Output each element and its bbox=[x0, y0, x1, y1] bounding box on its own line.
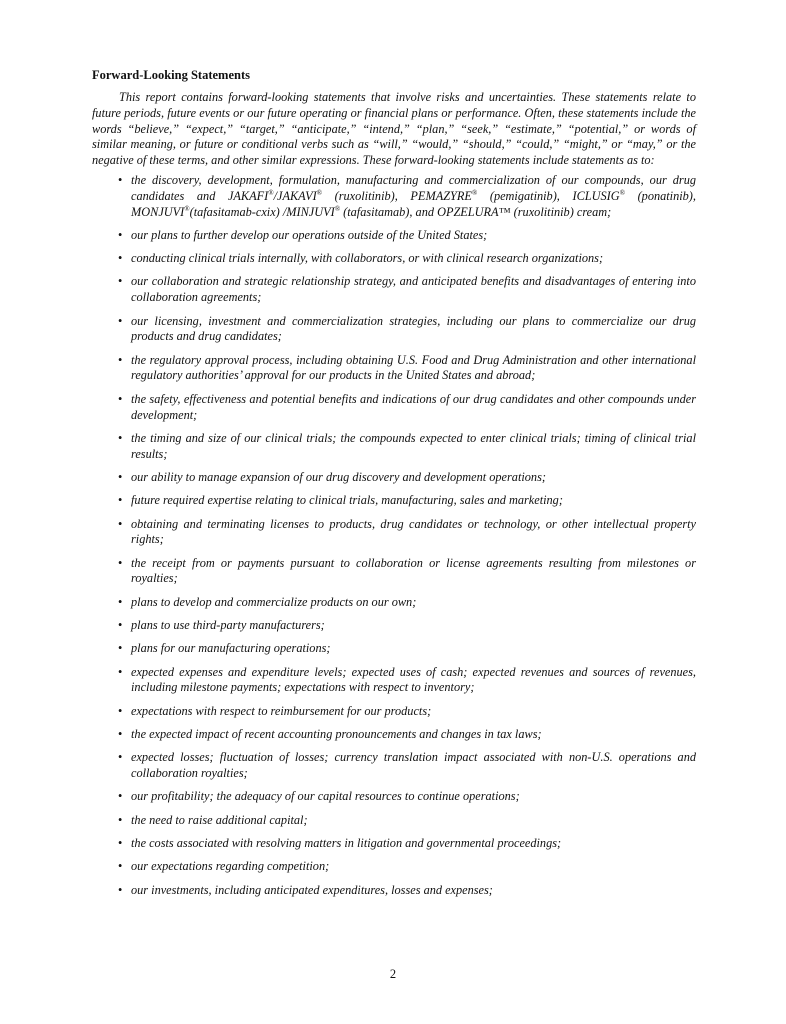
list-item-text: the costs associated with resolving matters in litigation and governmental proceedings; bbox=[131, 835, 562, 850]
list-item-text: the regulatory approval process, including obtaining U.S. Food and Drug Administration and other international regulatory authorities’ approval for our products in the United States and abroad; bbox=[131, 352, 696, 383]
bullet-icon: • bbox=[118, 172, 123, 187]
list-item-text: the expected impact of recent accounting pronouncements and changes in tax laws; bbox=[131, 727, 542, 741]
bullet-icon: • bbox=[118, 594, 123, 609]
list-item-text: obtaining and terminating licenses to products, drug candidates or technology, or other intellectual property rights; bbox=[131, 516, 696, 547]
list-item-text: plans to develop and commercialize products on our own; bbox=[131, 594, 417, 609]
bullet-icon: • bbox=[118, 664, 123, 679]
list-item-text: the need to raise additional capital; bbox=[131, 812, 308, 827]
list-item-text: the safety, effectiveness and potential benefits and indications of our drug candidates and other compounds under development; bbox=[131, 391, 696, 422]
list-item-text: conducting clinical trials internally, with collaborators, or with clinical research organizations; bbox=[131, 251, 604, 266]
list-item-text: our profitability; the adequacy of our capital resources to continue operations; bbox=[131, 789, 520, 804]
bullet-icon: • bbox=[118, 493, 123, 508]
list-item: • the discovery, development, formulation, manufacturing and commercialization of our compounds, our drug candidates and JAKAFI®/JAKAVI® (ruxolitinib), PEMAZYRE® (pemigatinib), ICLUSIG® (ponatinib), MONJUVI®(tafasitamab-cxix) /MINJUVI® (tafasitamab), and OPZELURA™ (ruxolitinib) cream; bbox=[118, 172, 696, 219]
bullet-icon: • bbox=[118, 789, 123, 804]
bullet-icon: • bbox=[118, 750, 123, 765]
bullet-icon: • bbox=[118, 251, 123, 266]
list-item-text: our collaboration and strategic relationship strategy, and anticipated benefits and disadvantages of entering into collaboration agreements; bbox=[131, 274, 696, 305]
list-item bbox=[92, 789, 696, 805]
bullet-icon: • bbox=[118, 391, 123, 406]
bullet-icon: • bbox=[118, 227, 123, 242]
intro-paragraph: This report contains forward-looking statements that involve risks and uncertainties. These statements relate to future periods, future events or our future operating or financial plans or performance. Often, these statements include the words “believe,” “expect,” “target,” “anticipate,” “intend,” “plan,” “seek,” “estimate,” “potential,” or words of similar meaning, or future or conditional verbs such as “will,” “would,” “should,” “could,” “might,” or “may,” or the negative of these terms, and other similar expressions. These forward-looking statements include statements as to: bbox=[92, 90, 696, 168]
bullet-icon: • bbox=[118, 274, 123, 289]
bullet-icon: • bbox=[118, 469, 123, 484]
list-item bbox=[92, 750, 696, 782]
list-item bbox=[92, 859, 696, 875]
list-item bbox=[92, 641, 696, 657]
list-item-text: plans to use third-party manufacturers; bbox=[131, 618, 325, 633]
bullet-icon: • bbox=[118, 859, 123, 874]
list-item bbox=[92, 493, 696, 509]
list-item bbox=[92, 314, 696, 346]
list-item bbox=[92, 813, 696, 829]
list-item bbox=[92, 883, 696, 899]
forward-looking-list bbox=[92, 173, 696, 898]
list-item-text: our licensing, investment and commercialization strategies, including our plans to commercialize our drug products and drug candidates; bbox=[131, 313, 696, 344]
bullet-icon: • bbox=[118, 703, 123, 718]
list-item bbox=[92, 556, 696, 588]
list-item bbox=[92, 392, 696, 424]
list-item bbox=[92, 704, 696, 720]
list-item-text: our plans to further develop our operations outside of the United States; bbox=[131, 227, 488, 242]
list-item bbox=[92, 836, 696, 852]
list-item bbox=[92, 353, 696, 385]
bullet-icon: • bbox=[118, 555, 123, 570]
list-item bbox=[92, 727, 696, 743]
list-item-text: future required expertise relating to clinical trials, manufacturing, sales and marketing; bbox=[131, 493, 563, 508]
bullet-icon: • bbox=[118, 313, 123, 328]
list-item-text: the timing and size of our clinical trials; the compounds expected to enter clinical trials; timing of clinical trial results; bbox=[131, 430, 696, 461]
list-item bbox=[92, 274, 696, 306]
section-heading: Forward-Looking Statements bbox=[92, 68, 250, 82]
bullet-icon: • bbox=[118, 727, 123, 741]
bullet-icon: • bbox=[118, 352, 123, 367]
list-item-text: our investments, including anticipated expenditures, losses and expenses; bbox=[131, 882, 493, 897]
bullet-icon: • bbox=[118, 618, 123, 633]
list-item bbox=[92, 618, 696, 634]
list-item bbox=[92, 251, 696, 267]
page-number: 2 bbox=[389, 967, 397, 981]
list-item bbox=[92, 470, 696, 486]
bullet-icon: • bbox=[118, 516, 123, 531]
list-item bbox=[92, 431, 696, 463]
list-item-text: expectations with respect to reimbursement for our products; bbox=[131, 703, 432, 718]
list-item-text: plans for our manufacturing operations; bbox=[131, 641, 331, 656]
list-item bbox=[92, 517, 696, 549]
list-item bbox=[92, 228, 696, 244]
list-item-text: the receipt from or payments pursuant to collaboration or license agreements resulting from milestones or royalties; bbox=[131, 555, 696, 586]
bullet-icon: • bbox=[118, 641, 123, 656]
list-item bbox=[92, 595, 696, 611]
bullet-icon: • bbox=[118, 812, 123, 827]
list-item-text: expected expenses and expenditure levels; expected uses of cash; expected revenues and sources of revenues, including milestone payments; expectations with respect to inventory; bbox=[131, 664, 696, 695]
list-item-text: our ability to manage expansion of our drug discovery and development operations; bbox=[131, 469, 546, 484]
document-page bbox=[92, 67, 696, 906]
bullet-icon: • bbox=[118, 430, 123, 445]
bullet-icon: • bbox=[118, 882, 123, 897]
bullet-icon: • bbox=[118, 835, 123, 850]
list-item-text: expected losses; fluctuation of losses; currency translation impact associated with non-U.S. operations and collaboration royalties; bbox=[131, 750, 696, 781]
list-item bbox=[92, 665, 696, 697]
list-item-text: our expectations regarding competition; bbox=[131, 859, 330, 874]
